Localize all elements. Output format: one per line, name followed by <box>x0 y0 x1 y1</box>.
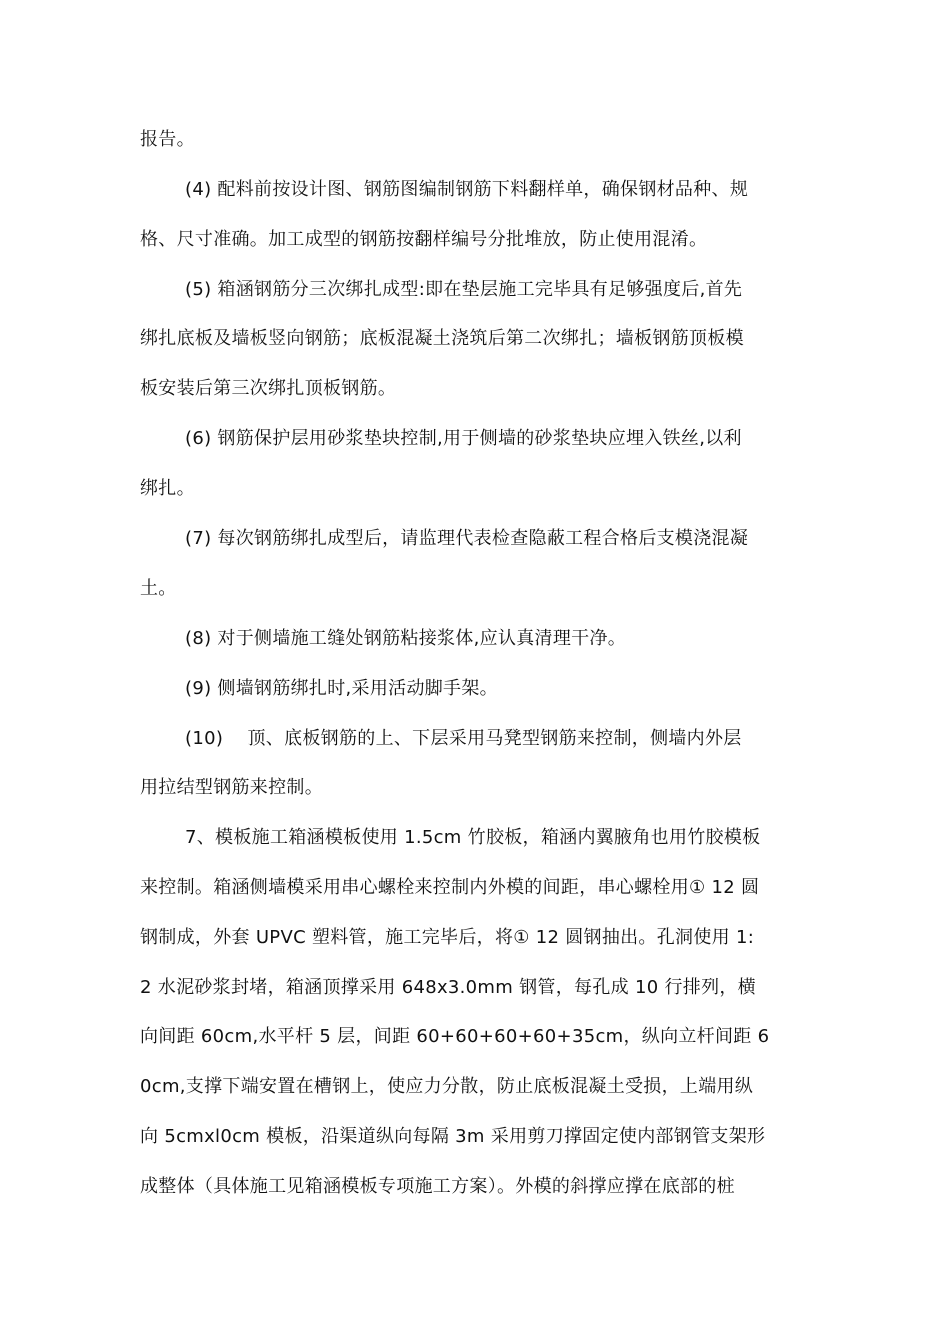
text-line: 格、尺寸准确。加工成型的钢筋按翻样编号分批堆放，防止使用混淆。 <box>140 229 708 250</box>
text-line: 2 水泥砂浆封堵，箱涵顶撑采用 648x3.0mm 钢管，每孔成 10 行排列，横 <box>140 977 756 998</box>
text-line: 向 5cmxl0cm 模板，沿渠道纵向每隔 3m 采用剪刀撑固定使内部钢管支架形 <box>140 1126 766 1147</box>
text-line: 用拉结型钢筋来控制。 <box>140 777 323 798</box>
text-line: 成整体（具体施工见箱涵模板专项施工方案）。外模的斜撑应撑在底部的桩 <box>140 1176 735 1197</box>
text-line: 报告。 <box>140 129 195 150</box>
text-line: 7、模板施工箱涵模板使用 1.5cm 竹胶板，箱涵内翼腋角也用竹胶模板 <box>185 827 761 848</box>
text-line: (4) 配料前按设计图、钢筋图编制钢筋下料翻样单，确保钢材品种、规 <box>185 179 749 200</box>
text-line: 板安装后第三次绑扎顶板钢筋。 <box>140 378 397 399</box>
text-line: (5) 箱涵钢筋分三次绑扎成型:即在垫层施工完毕具有足够强度后,首先 <box>185 279 743 300</box>
text-line: 土。 <box>140 578 177 599</box>
text-line: 来控制。箱涵侧墙模采用串心螺栓来控制内外模的间距，串心螺栓用① 12 圆 <box>140 877 760 898</box>
text-line: (10) 顶、底板钢筋的上、下层采用马凳型钢筋来控制，侧墙内外层 <box>185 728 742 749</box>
text-line: (9) 侧墙钢筋绑扎时,采用活动脚手架。 <box>185 678 498 699</box>
text-line: 绑扎底板及墙板竖向钢筋；底板混凝土浇筑后第二次绑扎；墙板钢筋顶板模 <box>140 328 744 349</box>
text-line: (8) 对于侧墙施工缝处钢筋粘接浆体,应认真清理干净。 <box>185 628 627 649</box>
text-line: (7) 每次钢筋绑扎成型后，请监理代表检查隐蔽工程合格后支模浇混凝 <box>185 528 749 549</box>
text-line: 0cm,支撑下端安置在槽钢上，使应力分散，防止底板混凝土受损，上端用纵 <box>140 1076 754 1097</box>
text-line: (6) 钢筋保护层用砂浆垫块控制,用于侧墙的砂浆垫块应埋入铁丝,以利 <box>185 428 742 449</box>
text-line: 钢制成，外套 UPVC 塑料管，施工完毕后，将① 12 圆钢抽出。孔洞使用 1: <box>140 927 755 948</box>
text-line: 向间距 60cm,水平杆 5 层，间距 60+60+60+60+35cm，纵向立杆间距 6 <box>140 1026 770 1047</box>
text-line: 绑扎。 <box>140 478 195 499</box>
